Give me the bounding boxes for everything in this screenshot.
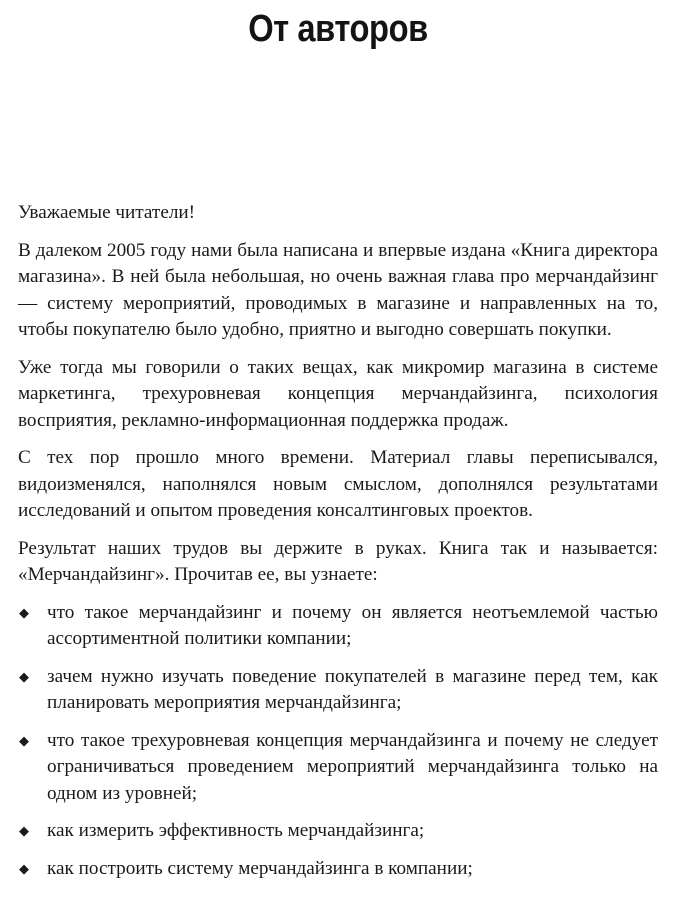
list-item [18,818,658,845]
body-text [18,200,658,893]
list-item [18,856,658,883]
paragraph-4: Результат наших трудов вы держите в руках. Книга так и называется: «Мерчандайзинг». Прочитав ее, вы узнаете: [18,537,658,585]
diamond-bullet-icon: ◆ [19,860,29,876]
list-item-text: зачем нужно изучать поведение покупателей в магазине перед тем, как планировать мероприятия мерчандайзинга; [47,665,658,713]
list-item [18,600,658,653]
diamond-bullet-icon: ◆ [19,823,29,838]
list-item [18,728,658,808]
diamond-bullet-icon: ◆ [19,732,29,748]
paragraph-1: В далеком 2005 году нами была написана и впервые издана «Книга директора магазина». В ней была небольшая, но очень важная глава про мерчандайзинг — систему мероприятий, проводимых в магазине и направленных на то, чтобы покупателю было удобно, приятно и выгодно совершать покупки. [18,239,658,340]
list-item-text: как построить систему мерчандайзинга в компании; [47,857,473,879]
page-title: От авторов [248,8,428,50]
bullet-list [18,600,658,883]
paragraph-2: Уже тогда мы говорили о таких вещах, как микромир магазина в системе маркетинга, трехуровневая концепция мерчандайзинга, психология восприятия, рекламно-информационная поддержка продаж. [18,356,658,431]
salutation: Уважаемые читатели! [18,202,196,223]
paragraph-3: С тех пор прошло много времени. Материал главы переписывался, видоизменялся, наполнялся новым смыслом, дополнялся результатами исследований и опытом проведения консалтинговых проектов. [18,447,658,521]
list-item-text: что такое трехуровневая концепция мерчандайзинга и почему не следует ограничиваться проведением мероприятий мерчандайзинга только на одном из уровней; [47,729,658,804]
list-item-text: как измерить эффективность мерчандайзинга; [47,820,425,841]
list-item [18,664,658,717]
diamond-bullet-icon: ◆ [19,604,29,620]
list-item-text: что такое мерчандайзинг и почему он является неотъемлемой частью ассортиментной политики компании; [47,601,658,649]
diamond-bullet-icon: ◆ [19,668,29,684]
